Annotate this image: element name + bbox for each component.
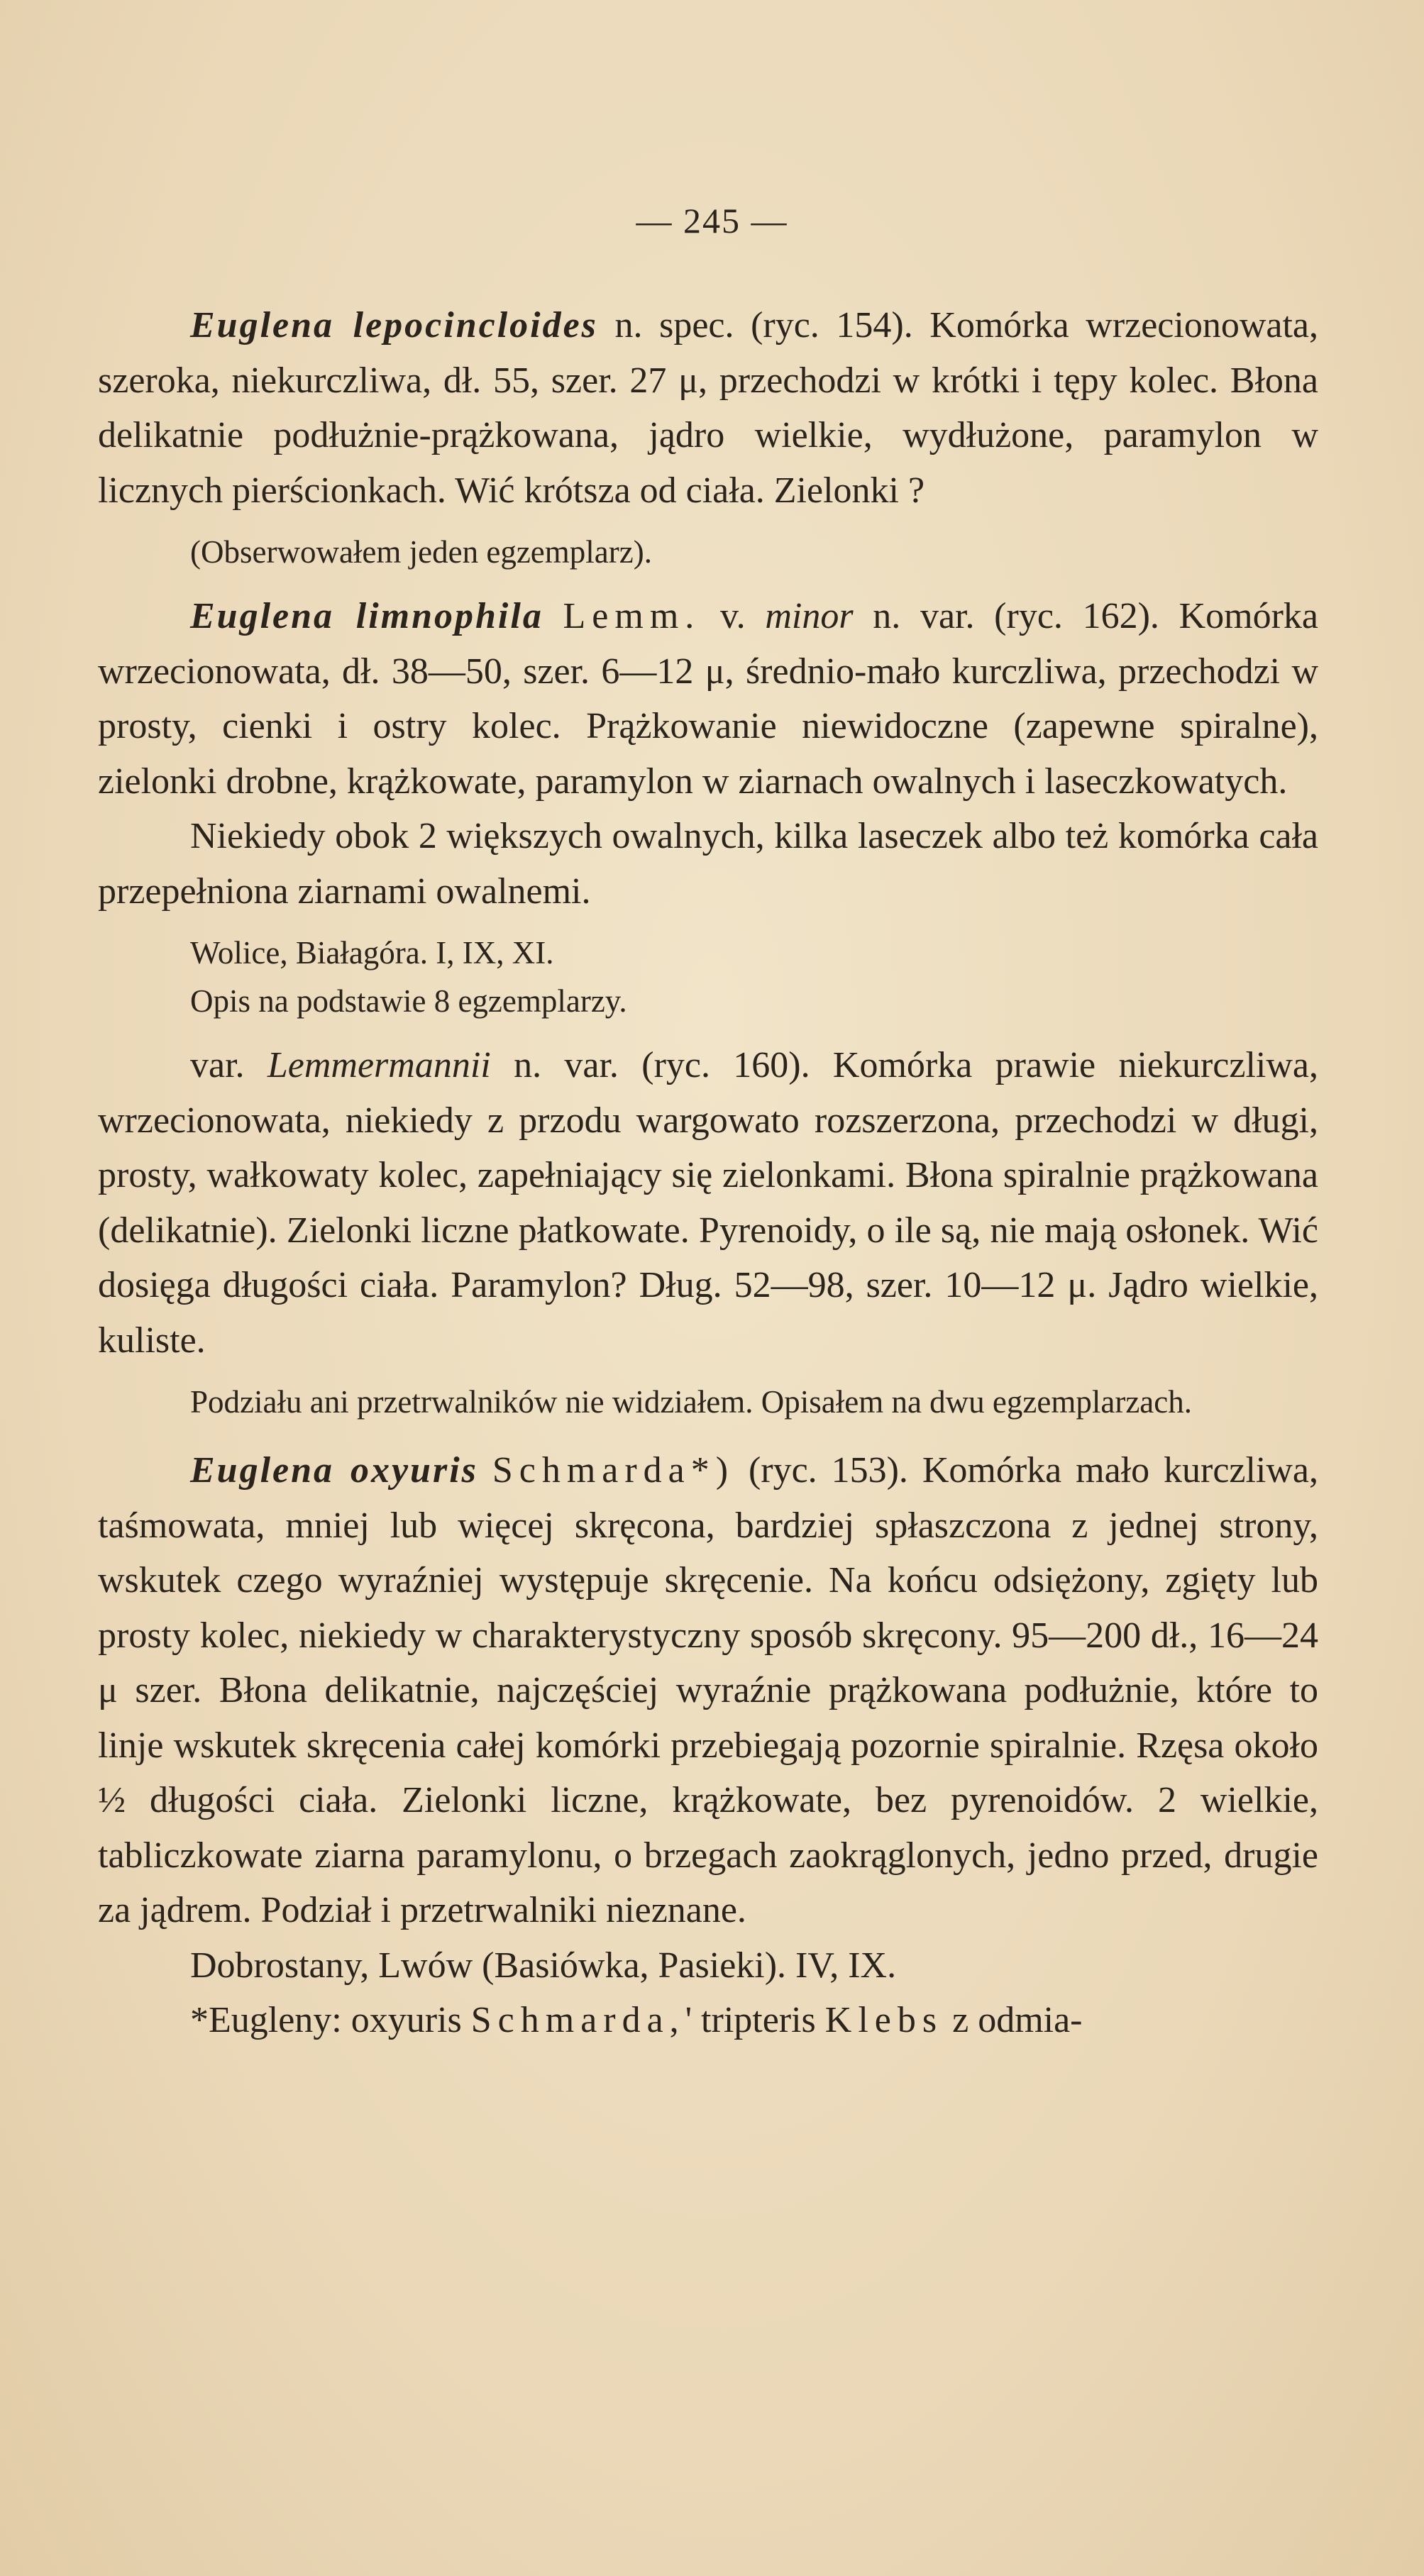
footnote-rest: z odmia- (943, 2000, 1083, 2040)
species-description: (ryc. 153). Komórka mało kurczliwa, taśmowata, mniej lub więcej skręcona, bardziej spłaszczona z jednej strony, wskutek czego wyraźniej występuje skręcenie. Na końcu odsiężony, zgięty lub prosty kolec, niekiedy w charakterystyczny sposób skręcony. 95—200 dł., 16—24 μ szer. Błona delikatnie, najczęściej wyraźnie prążkowana podłużnie, które to linje wskutek skręcenia całej komórki przebiegają pozornie spiralnie. Rzęsa około ½ długości ciała. Zielonki liczne, krążkowate, bez pyrenoidów. 2 wielkie, tabliczkowate ziarna paramylonu, o brzegach zaokrąglonych, jedno przed, drugie za jądrem. Podział i przetrwalniki nieznane. (98, 1450, 1319, 1930)
species-name: Euglena oxyuris (190, 1450, 478, 1491)
variety-name: minor (765, 596, 854, 636)
species-name: Euglena lepocincloides (190, 305, 598, 346)
specimen-note (98, 977, 1318, 1025)
variety-name: Lemmermannii (267, 1045, 491, 1085)
body-text (98, 298, 1318, 2048)
species-description: n. var. (ryc. 162). Komórka wrzecionowata, dł. 38—50, szer. 6—12 μ, średnio-mało kurczliwa, przechodzi w prosty, cienki i ostry kolec. Prążkowanie niewidoczne (zapewne spiralne), zielonki drobne, krążkowate, paramylon w ziarnach owalnych i laseczkowatych. (98, 596, 1319, 802)
variety-description: n. var. (ryc. 160). Komórka prawie niekurczliwa, wrzecionowata, niekiedy z przodu wargowato rozszerzona, przechodzi w długi, prosty, wałkowaty kolec, zapełniający się zielonkami. Błona spiralnie prążkowana (delikatnie). Zielonki liczne płatkowate. Pyrenoidy, o ile są, nie mają osłonek. Wić dosięga długości ciała. Paramylon? Dług. 52—98, szer. 10—12 μ. Jądro wielkie, kuliste. (98, 1045, 1318, 1361)
locality-text: Wolice, Białagóra. I, IX, XI. (190, 935, 554, 971)
variety-entry-lemmermannii (98, 1038, 1318, 1368)
locality-note (98, 929, 1318, 977)
footnote-lead: *Eugleny: oxyuris (190, 2000, 471, 2040)
variety-connector: v. (700, 596, 766, 636)
species-description-continued: Niekiedy obok 2 większych owalnych, kilka laseczek albo też komórka cała przepełniona ziarnami owalnemi. (98, 816, 1318, 912)
species-entry-oxyuris (98, 1443, 1318, 1938)
species-entry-lepocincloides (98, 298, 1318, 518)
footnote-author-2: Klebs (824, 2000, 944, 2040)
specimen-text: Opis na podstawie 8 egzemplarzy. (190, 983, 627, 1019)
page-number: — 245 — (636, 201, 788, 241)
species-description: n. spec. (ryc. 154). Komórka wrzecionowata, szeroka, niekurczliwa, dł. 55, szer. 27 μ, przechodzi w krótki i tępy kolec. Błona delikatnie podłużnie-prążkowana, jądro wielkie, wydłużone, paramylon w licznych pierścionkach. Wić krótsza od ciała. Zielonki ? (98, 305, 1318, 511)
footnote (98, 1993, 1318, 2048)
species-entry-limnophila (98, 589, 1318, 809)
variety-prefix: var. (190, 1045, 267, 1085)
species-author: Schmarda*) (492, 1450, 735, 1491)
footnote-mid: ' tripteris (685, 2000, 825, 2040)
species-name: Euglena limnophila (190, 596, 543, 636)
division-note: Podziału ani przetrwalników nie widziałem. Opisałem na dwu egzemplarzach. (190, 1384, 1192, 1420)
footnote-author-1: Schmarda, (470, 2000, 685, 2040)
observation-note: (Obserwowałem jeden egzemplarz). (190, 534, 652, 570)
locality-line: Dobrostany, Lwów (Basiówka, Pasieki). IV, IX. (190, 1945, 897, 1986)
species-author: Lemm. (563, 596, 701, 636)
